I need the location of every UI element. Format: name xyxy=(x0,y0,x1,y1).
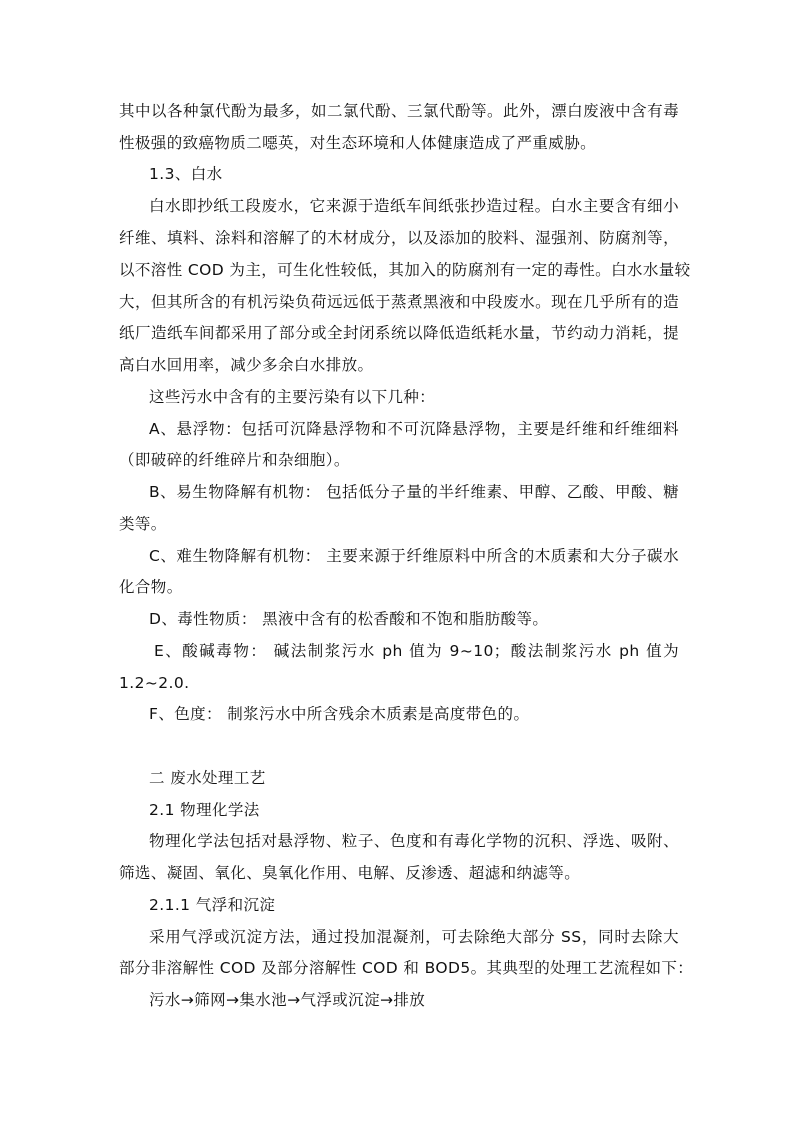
text-line: 其中以各种氯代酚为最多，如二氯代酚、三氯代酚等。此外，漂白废液中含有毒 xyxy=(119,102,679,120)
section-heading: 二 废水处理工艺 xyxy=(149,769,266,787)
text-line: 筛选、凝固、氧化、臭氧化作用、电解、反渗透、超滤和纳滤等。 xyxy=(119,864,581,882)
text-line: 白水即抄纸工段废水，它来源于造纸车间纸张抄造过程。白水主要含有细小 xyxy=(149,197,679,215)
list-item: D、毒性物质： 黑液中含有的松香酸和不饱和脂肪酸等。 xyxy=(149,610,549,628)
text-line: 采用气浮或沉淀方法，通过投加混凝剂，可去除绝大部分 SS，同时去除大 xyxy=(149,928,679,946)
text-line: 大，但其所含的有机污染负荷远远低于蒸煮黑液和中段废水。现在几乎所有的造 xyxy=(119,293,679,311)
section-heading: 2.1.1 气浮和沉淀 xyxy=(149,896,276,914)
list-item: C、难生物降解有机物： 主要来源于纤维原料中所含的木质素和大分子碳水 xyxy=(149,547,679,565)
list-item: F、色度： 制浆污水中所含残余木质素是高度带色的。 xyxy=(149,705,530,723)
text-line: 性极强的致癌物质二噁英，对生态环境和人体健康造成了严重威胁。 xyxy=(119,134,597,152)
text-line: 类等。 xyxy=(119,515,167,533)
text-line: 高白水回用率，减少多余白水排放。 xyxy=(119,356,374,374)
text-line: （即破碎的纤维碎片和杂细胞）。 xyxy=(119,451,350,469)
process-flow: 污水→筛网→集水池→气浮或沉淀→排放 xyxy=(149,991,426,1009)
list-item: B、易生物降解有机物： 包括低分子量的半纤维素、甲醇、乙酸、甲酸、糖 xyxy=(149,483,679,501)
text-line: 纸厂造纸车间都采用了部分或全封闭系统以降低造纸耗水量，节约动力消耗，提 xyxy=(119,324,679,342)
text-line: 化合物。 xyxy=(119,578,183,596)
text-line: 部分非溶解性 COD 及部分溶解性 COD 和 BOD5。其典型的处理工艺流程如下： xyxy=(119,959,694,977)
text-line: 物理化学法包括对悬浮物、粒子、色度和有毒化学物的沉积、浮选、吸附、 xyxy=(149,832,679,850)
text-line: 这些污水中含有的主要污染有以下几种： xyxy=(149,388,436,406)
list-item: E、酸碱毒物： 碱法制浆污水 ph 值为 9~10；酸法制浆污水 ph 值为 xyxy=(154,642,679,660)
list-item: A、悬浮物：包括可沉降悬浮物和不可沉降悬浮物，主要是纤维和纤维细料 xyxy=(149,420,679,438)
text-line: 纤维、填料、涂料和溶解了的木材成分，以及添加的胶料、湿强剂、防腐剂等， xyxy=(119,229,679,247)
text-line: 以不溶性 COD 为主，可生化性较低，其加入的防腐剂有一定的毒性。白水水量较 xyxy=(119,261,691,279)
text-line: 1.2~2.0. xyxy=(119,674,190,692)
section-heading: 2.1 物理化学法 xyxy=(149,801,260,819)
section-heading: 1.3、白水 xyxy=(149,165,223,183)
